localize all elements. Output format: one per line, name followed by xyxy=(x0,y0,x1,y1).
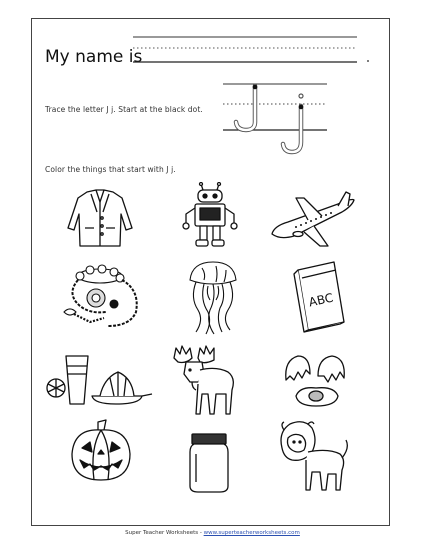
name-label: My name is xyxy=(45,47,143,67)
picture-jack-o-lantern[interactable] xyxy=(68,418,134,484)
jacket-icon xyxy=(60,188,140,250)
picture-moose[interactable] xyxy=(170,344,240,418)
picture-juice[interactable] xyxy=(44,350,156,408)
picture-eggs[interactable] xyxy=(276,350,354,410)
jellyfish-icon xyxy=(182,258,244,336)
book-icon xyxy=(290,258,352,334)
jar-icon xyxy=(186,432,232,494)
page-footer xyxy=(0,530,425,536)
footer-separator: - xyxy=(199,530,202,536)
picture-jewelry[interactable] xyxy=(60,260,152,332)
eggs-icon xyxy=(276,350,354,410)
name-writing-lines xyxy=(0,0,425,90)
picture-jacket[interactable] xyxy=(60,188,140,250)
color-instruction: Color the things that start with J j. xyxy=(45,165,176,174)
picture-lion[interactable] xyxy=(278,418,350,494)
footer-url-link[interactable]: www.superteacherworksheets.com xyxy=(203,530,300,536)
footer-brand: Super Teacher Worksheets xyxy=(125,530,199,536)
jet-icon xyxy=(268,190,360,250)
letter-tracing-area[interactable] xyxy=(215,78,340,160)
lowercase-j-trace xyxy=(283,94,303,152)
moose-icon xyxy=(170,344,240,418)
picture-jellyfish[interactable] xyxy=(182,258,244,336)
uppercase-j-trace xyxy=(236,85,257,130)
picture-jar[interactable] xyxy=(186,432,232,494)
picture-book[interactable] xyxy=(290,258,352,334)
picture-robot[interactable] xyxy=(178,182,242,250)
robot-icon xyxy=(178,182,242,250)
jewelry-icon xyxy=(60,260,152,332)
jack-o-lantern-icon xyxy=(68,418,134,484)
trace-instruction: Trace the letter J j. Start at the black dot. xyxy=(45,105,203,114)
book-cover-text: ABC xyxy=(307,290,335,310)
lion-icon xyxy=(278,418,350,494)
juice-icon xyxy=(44,350,156,408)
picture-jet[interactable] xyxy=(268,190,360,250)
